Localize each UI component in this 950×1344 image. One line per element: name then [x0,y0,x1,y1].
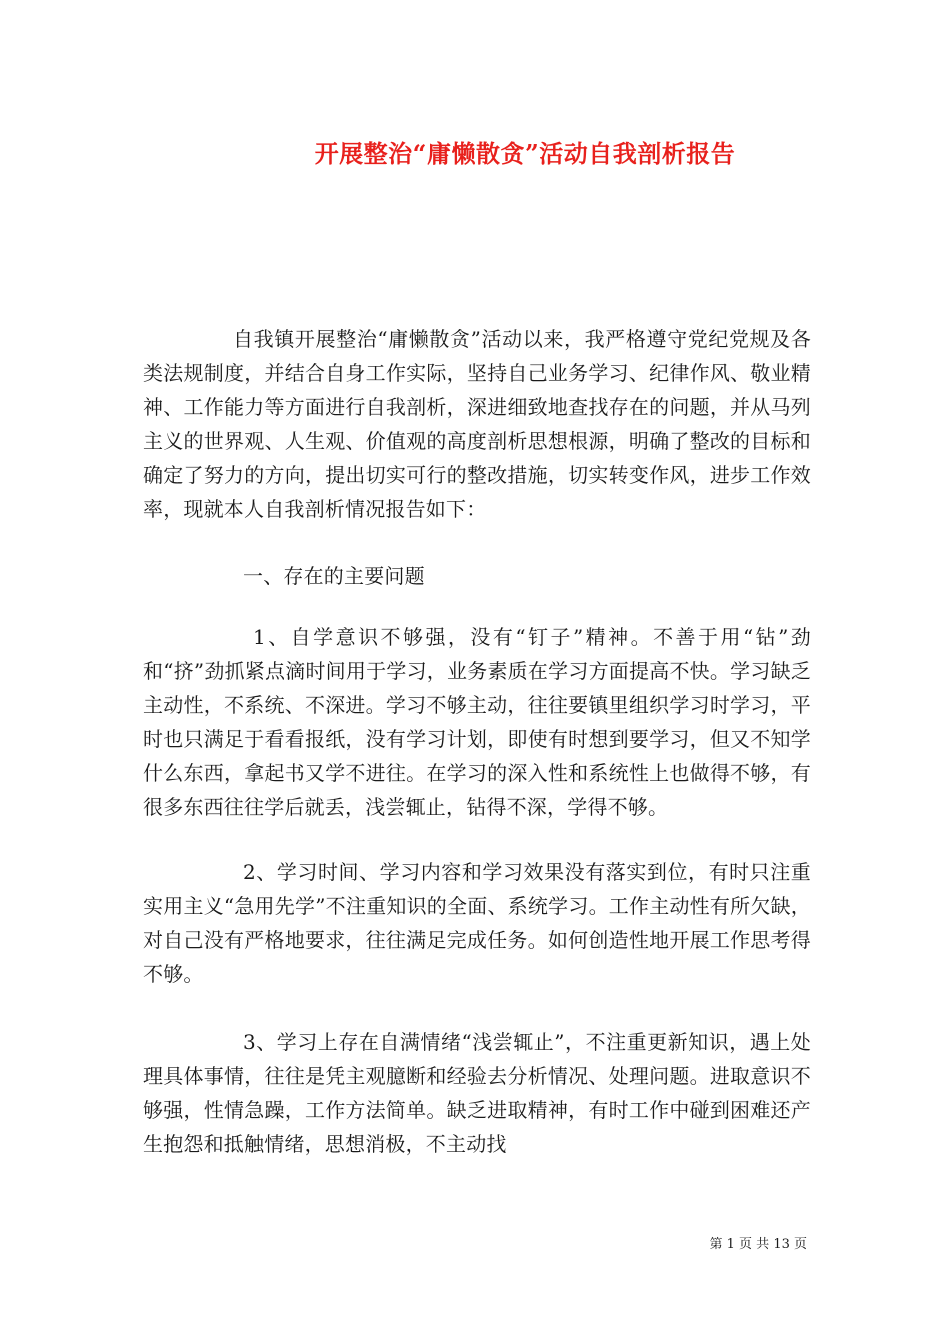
paragraph-intro [143,322,811,526]
paragraph-text: 3、学习上存在自满情绪“浅尝辄止”，不注重更新知识，遇上处理具体事情，往往是凭主观臆断和经验去分析情况、处理问题。进取意识不够强，性情急躁，工作方法简单。缺乏进取精神，有时工作中碰到困难还产生抱怨和抵触情绪，思想消极，不主动找 [143,1030,811,1156]
page-number: 第 1 页 共 13 页 [709,1237,807,1252]
document-title [0,134,950,169]
section-heading [143,559,811,593]
paragraph-item-2 [143,855,811,991]
document-title-text: 开展整治“庸懒散贪”活动自我剖析报告 [314,139,736,168]
paragraph-text: 2、学习时间、学习内容和学习效果没有落实到位，有时只注重实用主义“急用先学”不注重知识的全面、系统学习。工作主动性有所欠缺，对自己没有严格地要求，往往满足完成任务。如何创造性地开展工作思考得不够。 [143,860,811,986]
paragraph-item-1 [143,620,811,824]
paragraph-text: 1、自学意识不够强，没有“钉子”精神。不善于用“钻”劲和“挤”劲抓紧点滴时间用于学习，业务素质在学习方面提高不快。学习缺乏主动性，不系统、不深进。学习不够主动，往往要镇里组织学习时学习，平时也只满足于看看报纸，没有学习计划，即使有时想到要学习，但又不知学什么东西，拿起书又学不进往。在学习的深入性和系统性上也做得不够，有很多东西往往学后就丢，浅尝辄止，钻得不深，学得不够。 [143,625,811,819]
section-heading-text: 一、存在的主要问题 [243,564,425,588]
paragraph-text: 自我镇开展整治“庸懒散贪”活动以来，我严格遵守党纪党规及各类法规制度，并结合自身工作实际，坚持自己业务学习、纪律作风、敬业精神、工作能力等方面进行自我剖析，深进细致地查找存在的问题，并从马列主义的世界观、人生观、价值观的高度剖析思想根源，明确了整改的目标和确定了努力的方向，提出切实可行的整改措施，切实转变作风，进步工作效率，现就本人自我剖析情况报告如下： [143,327,811,521]
paragraph-item-3 [143,1025,811,1161]
